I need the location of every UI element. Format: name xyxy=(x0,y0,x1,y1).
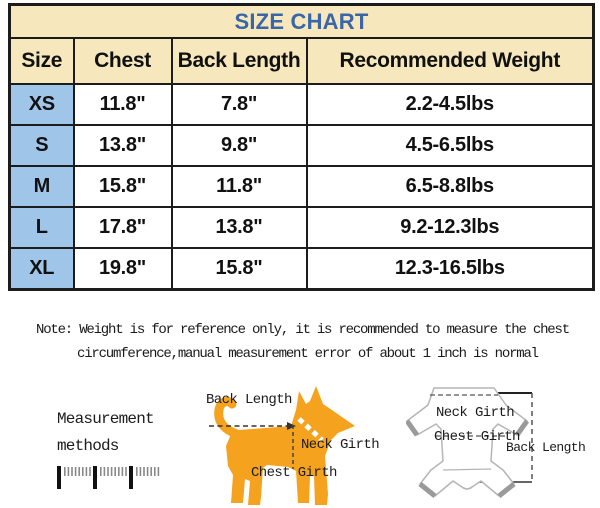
note-line-2: circumference,manual measurement error of about 1 inch is normal xyxy=(77,346,538,362)
chest-value: 15.8" xyxy=(74,166,172,207)
dog-chest-girth-label: Chest Girth xyxy=(251,465,337,481)
garment-chest-girth-label: Chest Girth xyxy=(434,429,520,445)
weight-value: 9.2-12.3lbs xyxy=(307,207,594,248)
measurement-heading-line1: Measurement xyxy=(57,410,154,428)
garment-back-length-label: Back Length xyxy=(506,440,586,455)
measurement-methods xyxy=(57,406,163,491)
table-header-row xyxy=(10,38,594,84)
back-length-value: 15.8" xyxy=(172,248,307,290)
table-title: SIZE CHART xyxy=(10,5,594,39)
chest-value: 11.8" xyxy=(74,84,172,125)
dog-measurement-diagram xyxy=(203,384,380,506)
table-row xyxy=(10,248,594,290)
chest-value: 17.8" xyxy=(74,207,172,248)
col-header-back-length: Back Length xyxy=(172,38,307,84)
ruler-icon xyxy=(57,466,163,491)
chest-value: 13.8" xyxy=(74,125,172,166)
weight-value: 2.2-4.5lbs xyxy=(307,84,594,125)
size-value: XS xyxy=(10,84,74,125)
size-value: L xyxy=(10,207,74,248)
back-length-value: 7.8" xyxy=(172,84,307,125)
weight-value: 6.5-8.8lbs xyxy=(307,166,594,207)
chest-value: 19.8" xyxy=(74,248,172,290)
note-text xyxy=(36,318,596,366)
table-row xyxy=(10,207,594,248)
table-row xyxy=(10,84,594,125)
dog-neck-girth-label: Neck Girth xyxy=(301,437,380,453)
table-row xyxy=(10,166,594,207)
size-value: M xyxy=(10,166,74,207)
weight-value: 4.5-6.5lbs xyxy=(307,125,594,166)
table-row xyxy=(10,125,594,166)
garment-measurement-diagram xyxy=(406,385,596,503)
col-header-size: Size xyxy=(10,38,74,84)
back-length-value: 11.8" xyxy=(172,166,307,207)
col-header-weight: Recommended Weight xyxy=(307,38,594,84)
table-title-row xyxy=(10,5,594,39)
back-length-value: 9.8" xyxy=(172,125,307,166)
garment-neck-girth-label: Neck Girth xyxy=(436,405,515,421)
weight-value: 12.3-16.5lbs xyxy=(307,248,594,290)
size-chart-table xyxy=(8,3,595,291)
measurement-heading-line2: methods xyxy=(57,437,119,455)
col-header-chest: Chest xyxy=(74,38,172,84)
size-value: S xyxy=(10,125,74,166)
dog-back-length-label: Back Length xyxy=(206,392,292,408)
size-value: XL xyxy=(10,248,74,290)
note-line-1: Note: Weight is for reference only, it is recommended to measure the chest xyxy=(36,322,569,338)
back-length-value: 13.8" xyxy=(172,207,307,248)
